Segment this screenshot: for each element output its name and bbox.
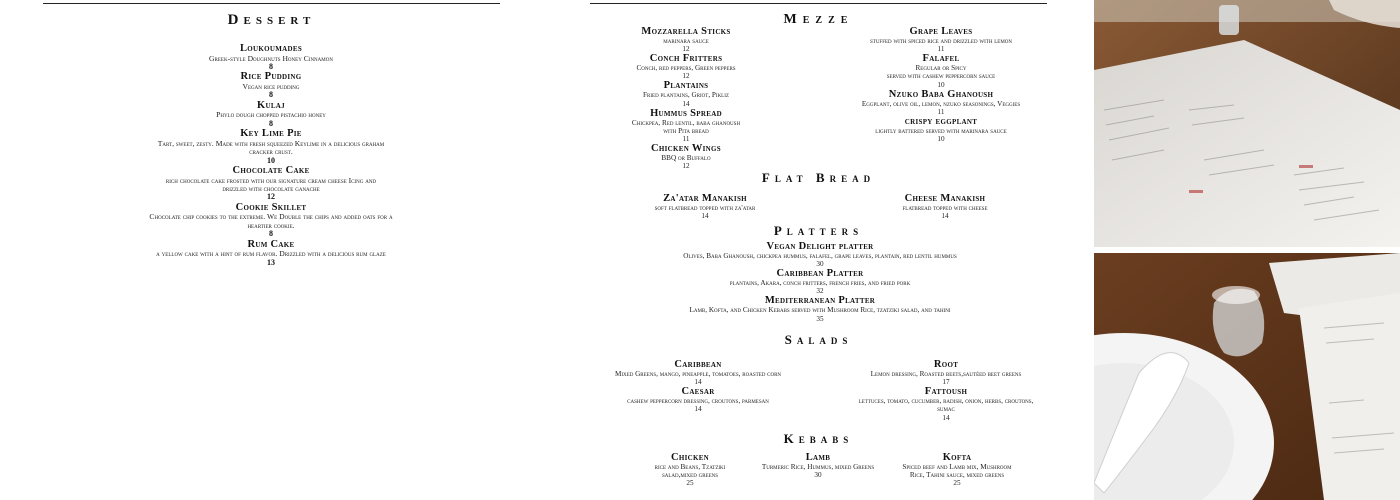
dessert-item-price: 8: [269, 229, 273, 239]
dessert-item-name: Rice Pudding: [240, 71, 302, 83]
mezze-item: [835, 89, 1047, 116]
salad-item-name: Root: [933, 359, 959, 370]
mezze-item-name: Chicken Wings: [651, 143, 721, 155]
mezze-item-desc: Eggplant, olive oil, lemon, nzuko seasonings, Veggies: [861, 99, 1021, 108]
dessert-item-price: 10: [267, 155, 275, 165]
mezze-item-name: Grape Leaves: [909, 26, 973, 37]
dessert-item-name: Key Lime Pie: [240, 128, 302, 140]
dessert-page: [0, 0, 545, 500]
dessert-item-name: Loukoumades: [239, 43, 303, 54]
dessert-item-price: 8: [269, 61, 273, 71]
dessert-item: [140, 165, 402, 202]
kebab-item-price: 25: [953, 479, 961, 488]
main-top-rule: [590, 3, 1047, 4]
mezze-item: [590, 143, 782, 170]
kebab-item-desc: rice and Beans, Tzatziki salad,mixed greens: [654, 463, 726, 480]
flatbread-item-desc: soft flatbread topped with za'atar: [654, 204, 756, 212]
dessert-item: [140, 128, 402, 165]
dessert-item-desc: Greek-style Doughnuts Honey Cinnamon: [209, 53, 333, 63]
mezze-item: [835, 53, 1047, 88]
flatbread-item: [845, 193, 1045, 220]
mezze-item-desc: Fried plantains, Griot, Pikliz: [643, 91, 729, 100]
salad-item-price: 14: [942, 413, 950, 422]
platter-item: [605, 241, 1035, 268]
mezze-item: [590, 80, 782, 107]
salad-item-price: 17: [942, 378, 950, 387]
platters-list: [605, 241, 1035, 323]
kebab-item-price: 25: [686, 479, 694, 488]
platter-item-name: Caribbean Platter: [776, 268, 864, 280]
platter-item-name: Vegan Delight platter: [766, 241, 874, 252]
mezze-item-desc-2: served with cashew peppercorn sauce: [886, 72, 996, 81]
flatbread-title: Flat Bread: [761, 170, 876, 185]
dessert-list: [140, 43, 402, 267]
flatbread-item-price: 14: [701, 212, 709, 221]
kebabs-title: Kebabs: [783, 431, 854, 446]
mezze-item-desc: Conch, red peppers, Green peppers: [636, 64, 736, 73]
table-setting-illustration: [1094, 253, 1400, 500]
dessert-item-name: Kulaj: [257, 99, 285, 111]
mezze-item-price: 10: [937, 135, 945, 144]
salad-item-name: Caesar: [681, 386, 715, 398]
dessert-item-desc: a yellow cake with a hint of rum flavor. Drizzled with a delicious rum glaze: [156, 249, 386, 259]
kebab-item-name: Lamb: [805, 452, 831, 463]
mezze-item: [590, 108, 782, 143]
dessert-item-price: 8: [269, 118, 273, 128]
dessert-item-name: Chocolate Cake: [232, 165, 310, 177]
dessert-item-desc: rich chocolate cake frosted with our signature cream cheese Icing and drizzled with chocolate ganache: [165, 175, 377, 193]
dessert-item: [140, 43, 402, 71]
mezze-item-desc: stuffed with spiced rice and drizzled with lemon: [869, 37, 1012, 45]
salad-item-price: 14: [694, 405, 702, 414]
salad-item-name: Fattoush: [924, 386, 968, 398]
kebab-item: [761, 452, 875, 479]
salad-item-desc: Lemon dressing, Roasted beets,sautéed beet greens: [870, 370, 1022, 378]
platter-item-price: 32: [816, 287, 824, 296]
mezze-item-price: 10: [937, 80, 945, 89]
mezze-item-desc: Regular or Spicy: [915, 64, 967, 73]
salads-right-column: [843, 359, 1049, 422]
mezze-item-price: 11: [937, 45, 945, 54]
mezze-item-name: Hummus Spread: [650, 107, 722, 119]
dessert-item-desc: Tart, sweet, zesty. Made with fresh squeezed Keylime in a delicious graham cracker crust.: [157, 138, 385, 157]
salad-item: [595, 386, 801, 413]
mezze-left-column: [590, 26, 782, 170]
flatbread-item-name: Za'atar Manakish: [663, 193, 747, 204]
flatbread-item: [605, 193, 805, 220]
dessert-item-price: 8: [269, 90, 273, 100]
menu-on-table-illustration: [1094, 0, 1400, 247]
main-menu-page: [545, 0, 1094, 500]
platters-title: Platters: [773, 223, 864, 238]
dessert-item-desc: Vegan rice pudding: [242, 81, 300, 91]
mezze-item: [590, 53, 782, 80]
menu-on-table-photo: [1094, 0, 1400, 247]
mezze-item-price: 14: [682, 99, 690, 108]
dessert-item-name: Rum Cake: [247, 238, 295, 250]
platter-item: [605, 295, 1035, 322]
salad-item: [843, 386, 1049, 421]
mezze-item-desc: marinara sauce: [663, 37, 709, 45]
mezze-item-name: Falafel: [922, 53, 960, 65]
salad-item-name: Caribbean: [674, 359, 722, 370]
mezze-item-price: 12: [682, 162, 690, 171]
mezze-title: Mezze: [783, 12, 854, 27]
platter-item: [605, 268, 1035, 295]
dessert-item-price: 12: [267, 192, 275, 202]
dessert-item: [140, 71, 402, 99]
mezze-right-column: [835, 26, 1047, 143]
dessert-item: [140, 100, 402, 128]
mezze-item-name: Nzuko Baba Ghanoush: [888, 88, 994, 100]
dessert-item-desc: Phylo dough chopped pistachio honey: [216, 110, 326, 120]
salad-item: [595, 359, 801, 386]
salads-title: Salads: [784, 332, 853, 347]
kebab-item-name: Kofta: [942, 452, 972, 463]
salad-item: [843, 359, 1049, 386]
kebab-item-name: Chicken: [670, 452, 710, 463]
platter-item-desc: plantains, Akara, conch fritters, french fries, and fried pork: [729, 279, 911, 288]
mezze-item-desc: Chickpea, Red lentil, baba ghanoush with Pita bread: [631, 118, 741, 135]
mezze-item: [835, 26, 1047, 53]
mezze-item-name: Conch Fritters: [649, 53, 723, 65]
platter-item-price: 30: [816, 260, 824, 269]
dessert-item-desc: Chocolate chip cookies to the extreme. We Double the chips and added oats for a heartier cookie.: [149, 212, 393, 230]
platter-item-desc: Lamb, Kofta, and Chicken Kebabs served with Mushroom Rice, tzatziki salad, and tahini: [689, 306, 951, 315]
kebab-item-desc: Turmeric Rice, Hummus, mixed Greens: [761, 463, 875, 471]
kebab-item: [640, 452, 740, 487]
table-setting-photo: [1094, 253, 1400, 500]
platter-item-price: 35: [816, 314, 824, 323]
kebab-item-price: 30: [814, 471, 822, 480]
flatbread-item-price: 14: [941, 212, 949, 221]
salad-item-price: 14: [694, 378, 702, 387]
mezze-item: [835, 116, 1047, 143]
mezze-item-name: Plantains: [663, 80, 709, 92]
dessert-title: Dessert: [227, 12, 316, 28]
mezze-item-price: 12: [682, 72, 690, 81]
kebab-item: [901, 452, 1013, 487]
salad-item-desc: Mixed Greens, mango, pineapple, tomatoes, roasted corn: [614, 370, 782, 378]
dessert-item: [140, 239, 402, 267]
mezze-item: [590, 26, 782, 53]
salads-left-column: [595, 359, 801, 413]
salad-item-desc: cashew peppercorn dressing, croutons, parmesan: [627, 397, 769, 406]
mezze-item-name: crispy eggplant: [904, 115, 978, 127]
dessert-item: [140, 202, 402, 239]
salad-item-desc: lettuces, tomato, cucumber, radish, onion, herbs, croutons, sumac: [858, 397, 1034, 414]
dessert-item-name: Cookie Skillet: [235, 201, 307, 213]
dessert-item-price: 13: [267, 257, 275, 267]
mezze-item-desc: BBQ or Buffalo: [661, 154, 711, 163]
mezze-item-price: 11: [682, 135, 690, 144]
kebab-item-desc: Spiced beef and Lamb mix, Mushroom Rice, Tahini sauce, mixed greens: [902, 463, 1012, 480]
platter-item-name: Mediterranean Platter: [764, 295, 876, 307]
mezze-item-desc: lightly battered served with marinara sauce: [875, 126, 1007, 135]
mezze-item-name: Mozzarella Sticks: [641, 26, 731, 37]
dessert-top-rule: [43, 3, 500, 4]
flatbread-item-name: Cheese Manakish: [904, 193, 986, 204]
mezze-item-price: 12: [682, 45, 690, 54]
platter-item-desc: Olives, Baba Ghanoush, chickpea hummus, falafel, grape leaves, plantain, red lentil hummus: [683, 252, 957, 260]
flatbread-item-desc: flatbread topped with cheese: [902, 204, 988, 212]
mezze-item-price: 11: [937, 107, 945, 116]
